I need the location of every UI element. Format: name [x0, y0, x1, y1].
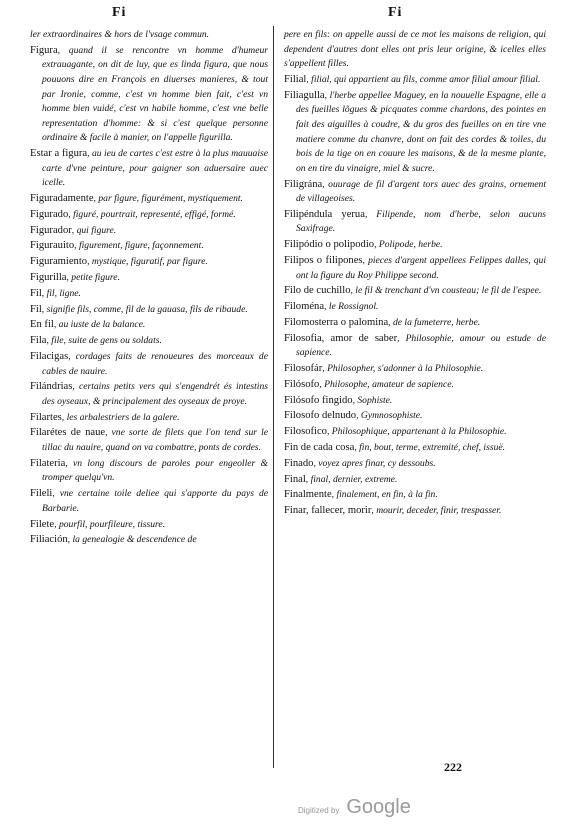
dictionary-entry: [284, 332, 546, 361]
entry-headword: Fil: [30, 303, 42, 315]
entry-definition: , file, suite de gens ou soldats.: [46, 335, 162, 347]
dictionary-entry: [284, 378, 546, 393]
entry-definition: , certains petits vers qui s'engendrét és intestins des oyseaux, & principalement des oyseaux de proye.: [42, 381, 268, 407]
dictionary-entry: [30, 44, 268, 146]
entry-headword: Filigrána: [284, 178, 323, 190]
dictionary-entry: [284, 316, 546, 331]
entry-headword: Figurado: [30, 208, 69, 220]
column-divider: [273, 26, 274, 768]
entry-definition: , Philosopher, s'adonner à la Philosophie.: [322, 363, 484, 375]
dictionary-entry: [284, 394, 546, 409]
entry-definition: , au ieu de cartes c'est estre à la plus mauuaise carte d'vne peinture, pour gaigner son aduersaire auec icelle.: [42, 148, 269, 189]
dictionary-entry: [30, 147, 268, 191]
entry-definition: , vn long discours de paroles pour engeoller & tromper quelqu'vn.: [42, 457, 268, 484]
entry-definition: , fin, bout, terme, extremité, chef, issuë.: [354, 442, 506, 454]
dictionary-entry: [284, 89, 546, 177]
entry-headword: Figura: [30, 44, 58, 56]
entry-definition: pere en fils: on appelle aussi de ce mot les maisons de religion, qui dependent d'autres dont elles ont pris leur origine, & icelles elles s'appellent filles.: [284, 29, 546, 70]
entry-definition: , petite figure.: [66, 272, 120, 283]
entry-headword: Fileli: [30, 488, 53, 500]
entry-headword: Figurauito: [30, 240, 75, 252]
dictionary-entry: [30, 224, 268, 239]
entry-definition: , ouurage de fil d'argent tors auec des grains, ornement de villageoises.: [296, 178, 546, 205]
dictionary-entry: [284, 362, 546, 377]
dictionary-entry: [30, 255, 268, 270]
entry-headword: Filateria: [30, 457, 66, 469]
dictionary-entry: [284, 488, 546, 503]
entry-definition: , filial, qui appartient au fils, comme amor filial amour filial.: [306, 73, 541, 85]
dictionary-entry: [30, 350, 268, 379]
dictionary-entry: [284, 441, 546, 456]
entry-headword: Filosofia, amor de saber: [284, 332, 398, 344]
entry-definition: , les arbalestriers de la galere.: [61, 411, 180, 423]
entry-definition: , figuré, pourtrait, representé, effigé, formé.: [68, 208, 236, 220]
entry-definition: , la genealogie & descendence de: [67, 534, 197, 546]
entry-headword: Figuradamente: [30, 193, 94, 205]
dictionary-entry: [30, 208, 268, 223]
entry-headword: Filiación: [30, 534, 68, 546]
digitized-by-google-watermark: [298, 796, 411, 819]
dictionary-entry: [284, 254, 546, 283]
entry-definition: , vne sorte de filets que l'on tend sur le tillac du nauire, quand on va combattre, ponts de cordes.: [42, 427, 268, 454]
entry-definition: , mystique, figuratif, par figure.: [87, 256, 208, 268]
dictionary-entry: [30, 533, 268, 548]
dictionary-entry: [284, 473, 546, 488]
entry-definition: , qui figure.: [71, 224, 117, 236]
entry-headword: Finar, fallecer, morir: [284, 505, 372, 517]
entry-headword: Filete: [30, 518, 55, 530]
entry-headword: Filarétes de naue: [30, 427, 106, 439]
entry-definition: , Philosophique, appartenant à la Philosophie.: [326, 426, 507, 438]
entry-headword: Filiagulla: [284, 89, 325, 101]
entry-definition: , de la fumeterre, herbe.: [388, 316, 481, 328]
dictionary-entry: [30, 457, 268, 486]
dictionary-entry: [30, 518, 268, 533]
dictionary-entry: [30, 380, 268, 409]
entry-headword: En fil: [30, 319, 54, 331]
dictionary-entry: [30, 192, 268, 207]
entry-headword: Filipódio o polipodio: [284, 239, 375, 251]
dictionary-entry: [30, 239, 268, 254]
dictionary-entry: [30, 411, 268, 426]
entry-definition: , le fil & trenchant d'vn cousteau; le fil de l'espee.: [350, 285, 542, 297]
dictionary-entry: [284, 73, 546, 88]
entry-headword: Finado: [284, 457, 314, 469]
entry-headword: Filosofico: [284, 426, 327, 438]
entry-headword: Final: [284, 473, 306, 485]
entry-headword: Fin de cada cosa: [284, 442, 355, 454]
page-number: 222: [444, 760, 462, 774]
entry-definition: , finalement, en fin, à la fin.: [331, 489, 438, 501]
entry-headword: Estar a figura: [30, 148, 88, 160]
entry-definition: , fil, ligne.: [41, 287, 81, 299]
dictionary-entry: [284, 300, 546, 315]
entry-definition: , Sophiste.: [352, 394, 393, 406]
entry-definition: , cordages faits de renoueures des morceaux de cables de nauire.: [42, 350, 268, 377]
entry-definition: , voyez apres finar, cy dessoubs.: [313, 457, 436, 469]
entry-definition: , par figure, figurément, mystiquement.: [93, 193, 243, 205]
entry-definition: , l'herbe appellee Maguey, en la nouuelle Espagne, elle a des fueilles lõgues & picquates comme chardons, des pointes en fait des aiguilles à coudre, & du gros des fueilles on en tire vne matiere comme du chanvre, dont on fait des cordes & toiles, du bois de la tige on en couure les maisons, & de la mesme plante, on en tire du vinaigre, miel & sucre.: [296, 89, 546, 174]
entry-headword: Filial: [284, 73, 307, 85]
entry-headword: Figuramiento: [30, 256, 88, 268]
dictionary-entry: [284, 425, 546, 440]
entry-definition: , au iuste de la balance.: [53, 319, 146, 331]
entry-definition: , Polipode, herbe.: [374, 239, 443, 251]
entry-headword: Filándrias: [30, 381, 73, 393]
entry-headword: Filósofo: [284, 378, 320, 390]
dictionary-entry: [284, 208, 546, 237]
entry-headword: Filartes: [30, 411, 62, 423]
right-column: [284, 28, 546, 520]
entry-headword: Fil: [30, 287, 42, 299]
dictionary-entry: [30, 487, 268, 516]
entry-definition: , pieces d'argent appellees Felippes dalles, qui ont la figure du Roy Philippe second.: [296, 255, 546, 281]
entry-definition: , quand il se rencontre vn homme d'humeur extrauagante, on dit de luy, que es linda figura, que nous pouuons dire en François en diuerses manieres, & tout par Ironie, comme, c'est vn homme bien fait, c'est vn homme bien vuidé, c'est vn habile homme, c'est vne belle representation d'homme: & si c'est quelque personne ordinaire & facile à manier, on l'appelle figurilla.: [42, 44, 268, 144]
entry-definition: , Filipende, nom d'herbe, selon aucuns Saxifrage.: [296, 208, 546, 235]
entry-headword: Filipos o filipones: [284, 255, 363, 267]
running-head-left: Fi: [112, 5, 127, 20]
entry-definition: , le Rossignol.: [324, 301, 379, 313]
dictionary-entry: [284, 457, 546, 472]
entry-definition: , figurement, figure, façonnement.: [74, 240, 204, 252]
entry-definition: , signifie fils, comme, fil de la gauasa, fils de ribaude.: [41, 303, 248, 315]
entry-headword: Figurilla: [30, 272, 67, 283]
dictionary-entry: [30, 28, 268, 43]
dictionary-entry: [284, 28, 546, 72]
dictionary-entry: [284, 409, 546, 424]
entry-headword: Fila: [30, 335, 47, 347]
entry-definition: ler extraordinaires & hors de l'vsage commun.: [30, 29, 210, 40]
entry-definition: , final, dernier, extreme.: [305, 473, 398, 485]
dictionary-entry: [284, 284, 546, 299]
entry-headword: Finalmente: [284, 489, 332, 501]
google-logo-text: Google: [346, 796, 411, 818]
entry-definition: , Philosophe, amateur de sapience.: [319, 378, 454, 390]
dictionary-entry: [30, 303, 268, 318]
entry-definition: , vne certaine toile deliee qui s'apporte du pays de Barbarie.: [42, 488, 268, 514]
dictionary-entry: [30, 318, 268, 333]
entry-headword: Filomosterra o palomina: [284, 316, 389, 328]
dictionary-entry: [30, 334, 268, 349]
entry-headword: Filosofo delnudo: [284, 410, 357, 422]
entry-headword: Filoména: [284, 301, 325, 313]
entry-headword: Filacigas: [30, 350, 69, 362]
entry-definition: , mourir, deceder, finir, trespasser.: [371, 505, 502, 517]
watermark-prefix: Digitized by: [298, 806, 340, 815]
dictionary-entry: [284, 178, 546, 207]
entry-headword: Filo de cuchillo: [284, 285, 351, 297]
running-head-right: Fi: [388, 5, 403, 20]
dictionary-entry: [284, 238, 546, 253]
dictionary-entry: [30, 426, 268, 455]
entry-headword: Filosofár: [284, 363, 323, 375]
entry-definition: , pourfil, pourfileure, tissure.: [54, 518, 166, 530]
entry-definition: , Gymnosophiste.: [356, 410, 423, 422]
dictionary-entry: [30, 271, 268, 286]
left-column: [30, 28, 268, 549]
entry-definition: , Philosophie, amour ou estude de sapience.: [296, 332, 546, 359]
dictionary-entry: [284, 504, 546, 519]
dictionary-entry: [30, 287, 268, 302]
entry-headword: Figurador: [30, 224, 72, 236]
entry-headword: Filósofo fingido: [284, 394, 353, 406]
entry-headword: Filipéndula yerua: [284, 208, 365, 220]
